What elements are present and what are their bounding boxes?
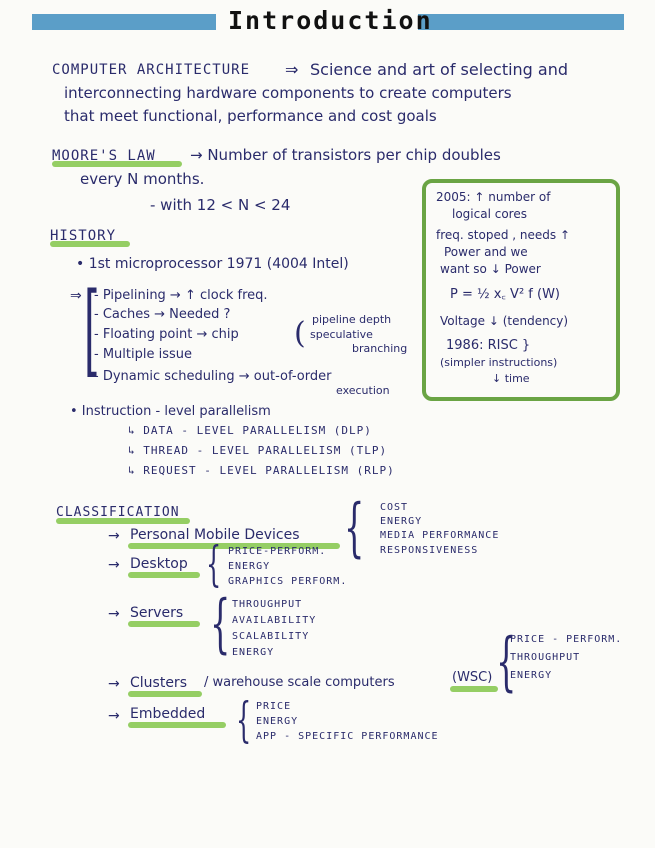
pmd-brace: { — [344, 491, 365, 565]
clusters-brace: { — [496, 625, 517, 699]
desktop-highlight — [128, 572, 200, 578]
pmd-item-responsiveness: RESPONSIVENESS — [380, 545, 479, 556]
embedded-brace: { — [236, 692, 252, 748]
wsc-highlight — [450, 686, 498, 692]
servers-brace: { — [210, 587, 231, 661]
servers-item-throughput: THROUGHPUT — [232, 599, 303, 610]
history-item-caches: - Caches → Needed ? — [94, 307, 231, 322]
pmd-arrow: → — [108, 528, 120, 544]
note-execution: execution — [336, 384, 390, 397]
classification-heading: CLASSIFICATION — [56, 505, 180, 520]
servers-item-scalability: SCALABILITY — [232, 631, 310, 642]
pmd-item-cost: COST — [380, 502, 409, 513]
clusters-highlight — [128, 691, 202, 697]
title-band-left — [32, 14, 216, 30]
desktop-label: Desktop — [130, 556, 188, 572]
box-line-3: freq. stoped , needs ↑ — [436, 228, 570, 242]
page-title: Introduction — [228, 6, 433, 35]
moore-line-2: every N months. — [80, 170, 205, 188]
embedded-label: Embedded — [130, 706, 206, 722]
title-band-right — [418, 14, 624, 30]
history-bracket: [ — [84, 271, 100, 388]
clusters-label: Clusters — [130, 675, 187, 691]
embedded-arrow: → — [108, 708, 120, 724]
history-item-floating-point: - Floating point → chip — [94, 327, 239, 342]
box-line-2: logical cores — [452, 207, 527, 221]
desktop-brace: { — [206, 536, 222, 592]
box-line-1: 2005: ↑ number of — [436, 190, 551, 204]
pmd-item-media: MEDIA PERFORMANCE — [380, 530, 500, 541]
moore-line-3: - with 12 < N < 24 — [150, 196, 291, 214]
history-bracket-arrow: ⇒ — [70, 288, 82, 304]
pmd-item-energy: ENERGY — [380, 516, 423, 527]
dlp-item: ↳ DATA - LEVEL PARALLELISM (DLP) — [128, 424, 372, 437]
desktop-item-price: PRICE-PERFORM. — [228, 546, 327, 557]
tlp-item: ↳ THREAD - LEVEL PARALLELISM (TLP) — [128, 444, 388, 457]
history-item-pipelining: - Pipelining → ↑ clock freq. — [94, 288, 268, 303]
clusters-rest: / warehouse scale computers — [204, 675, 395, 690]
clusters-item-throughput: THROUGHPUT — [510, 652, 581, 663]
ilp-heading: • Instruction - level parallelism — [70, 404, 271, 419]
desktop-arrow: → — [108, 557, 120, 573]
box-line-4: Power and we — [444, 245, 528, 259]
clusters-arrow: → — [108, 676, 120, 692]
servers-arrow: → — [108, 606, 120, 622]
desktop-item-energy: ENERGY — [228, 561, 271, 572]
pipeline-brace: ( — [294, 316, 306, 351]
servers-item-energy: ENERGY — [232, 647, 275, 658]
architecture-heading: COMPUTER ARCHITECTURE — [52, 62, 251, 78]
box-line-8: 1986: RISC } — [446, 338, 531, 353]
embedded-item-price: PRICE — [256, 701, 292, 712]
first-microprocessor: • 1st microprocessor 1971 (4004 Intel) — [76, 256, 349, 272]
box-line-9: (simpler instructions) — [440, 356, 558, 369]
servers-item-availability: AVAILABILITY — [232, 615, 317, 626]
history-heading: HISTORY — [50, 228, 117, 244]
clusters-item-price: PRICE - PERFORM. — [510, 634, 623, 645]
embedded-item-app-specific: APP - SPECIFIC PERFORMANCE — [256, 731, 439, 742]
note-branching: branching — [352, 342, 408, 355]
architecture-line-2: interconnecting hardware components to create computers — [64, 84, 512, 102]
box-line-10: ↓ time — [492, 372, 530, 385]
history-item-dynamic-scheduling: - Dynamic scheduling → out-of-order — [94, 369, 332, 384]
box-formula: P = ½ x꜀ V² f (W) — [450, 287, 560, 302]
note-speculative: speculative — [310, 328, 373, 341]
history-item-multiple-issue: - Multiple issue — [94, 347, 192, 362]
embedded-highlight — [128, 722, 226, 728]
architecture-arrow: ⇒ — [285, 60, 299, 79]
desktop-item-graphics: GRAPHICS PERFORM. — [228, 576, 348, 587]
architecture-line-3: that meet functional, performance and cost goals — [64, 107, 437, 125]
architecture-line-1: Science and art of selecting and — [310, 60, 569, 79]
servers-highlight — [128, 621, 200, 627]
wsc-label: (WSC) — [452, 670, 493, 685]
box-line-5: want so ↓ Power — [440, 262, 541, 276]
moore-line-1: → Number of transistors per chip doubles — [190, 146, 501, 164]
note-pipeline-depth: pipeline depth — [312, 313, 392, 326]
moore-heading: MOORE'S LAW — [52, 148, 156, 164]
embedded-item-energy: ENERGY — [256, 716, 299, 727]
clusters-item-energy: ENERGY — [510, 670, 553, 681]
rlp-item: ↳ REQUEST - LEVEL PARALLELISM (RLP) — [128, 464, 395, 477]
pmd-label: Personal Mobile Devices — [130, 527, 300, 543]
servers-label: Servers — [130, 605, 184, 621]
box-line-7: Voltage ↓ (tendency) — [440, 314, 569, 328]
